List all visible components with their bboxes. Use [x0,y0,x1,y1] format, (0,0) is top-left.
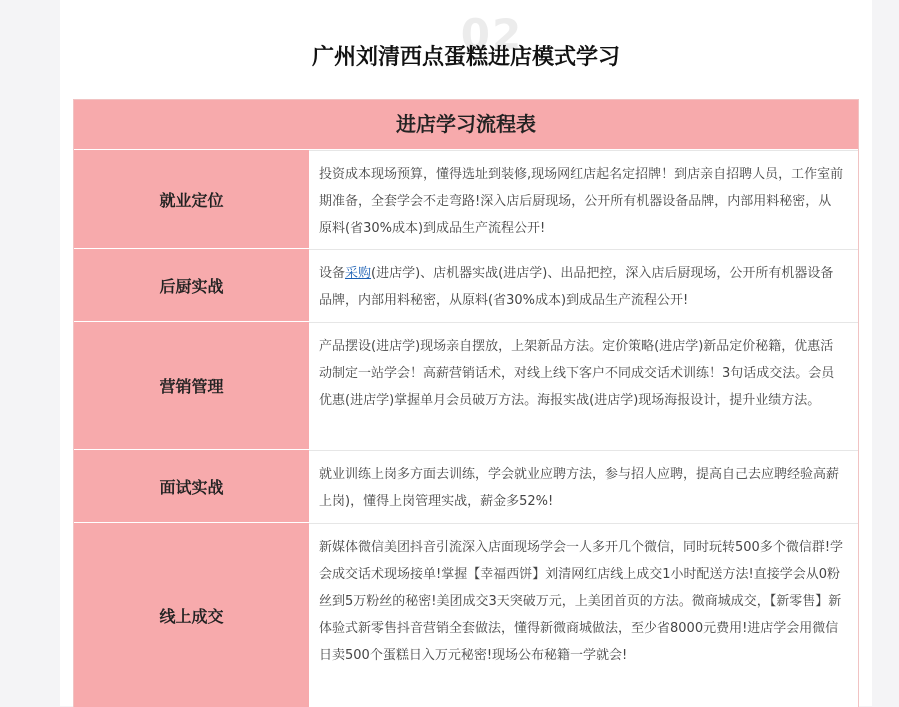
row-label: 后厨实战 [74,249,309,321]
table-row [74,149,858,248]
row-description [309,523,858,707]
row-description [309,150,858,248]
row-description-text: 产品摆设(进店学)现场亲自摆放，上架新品方法。定价策略(进店学)新品定价秘籍，优惠活动制定一站学会！高薪营销话术，对线上线下客户不同成交话术训练！3句话成交法。会员优惠(进店学)掌握单月会员破万方法。海报实战(进店学)现场海报设计，提升业绩方法。 [319,339,835,408]
purchase-link[interactable]: 采购 [345,266,372,281]
row-description-text: 就业训练上岗多方面去训练，学会就业应聘方法，参与招人应聘，提高自己去应聘经验高薪上岗)，懂得上岗管理实战，薪金多52%! [319,467,840,509]
row-description-text: 设备 [319,266,346,281]
table-row [74,248,858,321]
row-description [309,249,858,321]
table-row [74,449,858,522]
row-label: 线上成交 [74,523,309,707]
table-header: 进店学习流程表 [74,100,858,149]
section-number: 02 [460,10,524,59]
section-title: 广州刘清西点蛋糕进店模式学习 [311,45,620,70]
table-row [74,522,858,707]
row-description [309,322,858,449]
row-label: 就业定位 [74,150,309,248]
table-row [74,321,858,449]
process-table [73,99,859,707]
content-page [60,0,872,706]
row-description [309,450,858,522]
row-description-text: (进店学)、店机器实战(进店学)、出品把控，深入店后厨现场，公开所有机器设备品牌，内部用料秘密，从原料(省30%成本)到成品生产流程公开! [319,266,834,308]
row-description-text: 投资成本现场预算，懂得选址到装修,现场网红店起名定招牌！到店亲自招聘人员，工作室前期准备，全套学会不走弯路!深入店后厨现场，公开所有机器设备品牌，内部用料秘密，从原料(省30%成本)到成品生产流程公开! [319,167,844,236]
row-label: 面试实战 [74,450,309,522]
row-label: 营销管理 [74,322,309,449]
row-description-text: 新媒体微信美团抖音引流深入店面现场学会一人多开几个微信，同时玩转500多个微信群!学会成交话术现场接单!掌握【幸福西饼】刘清网红店线上成交1小时配送方法!直接学会从0粉丝到5万粉丝的秘密!美团成交3天突破万元，上美团首页的方法。微商城成交，【新零售】新体验式新零售抖音营销全套做法，懂得新微商城做法，至少省8000元费用!进店学会用微信日卖500个蛋糕日入万元秘密!现场公布秘籍一学就会! [319,540,844,663]
